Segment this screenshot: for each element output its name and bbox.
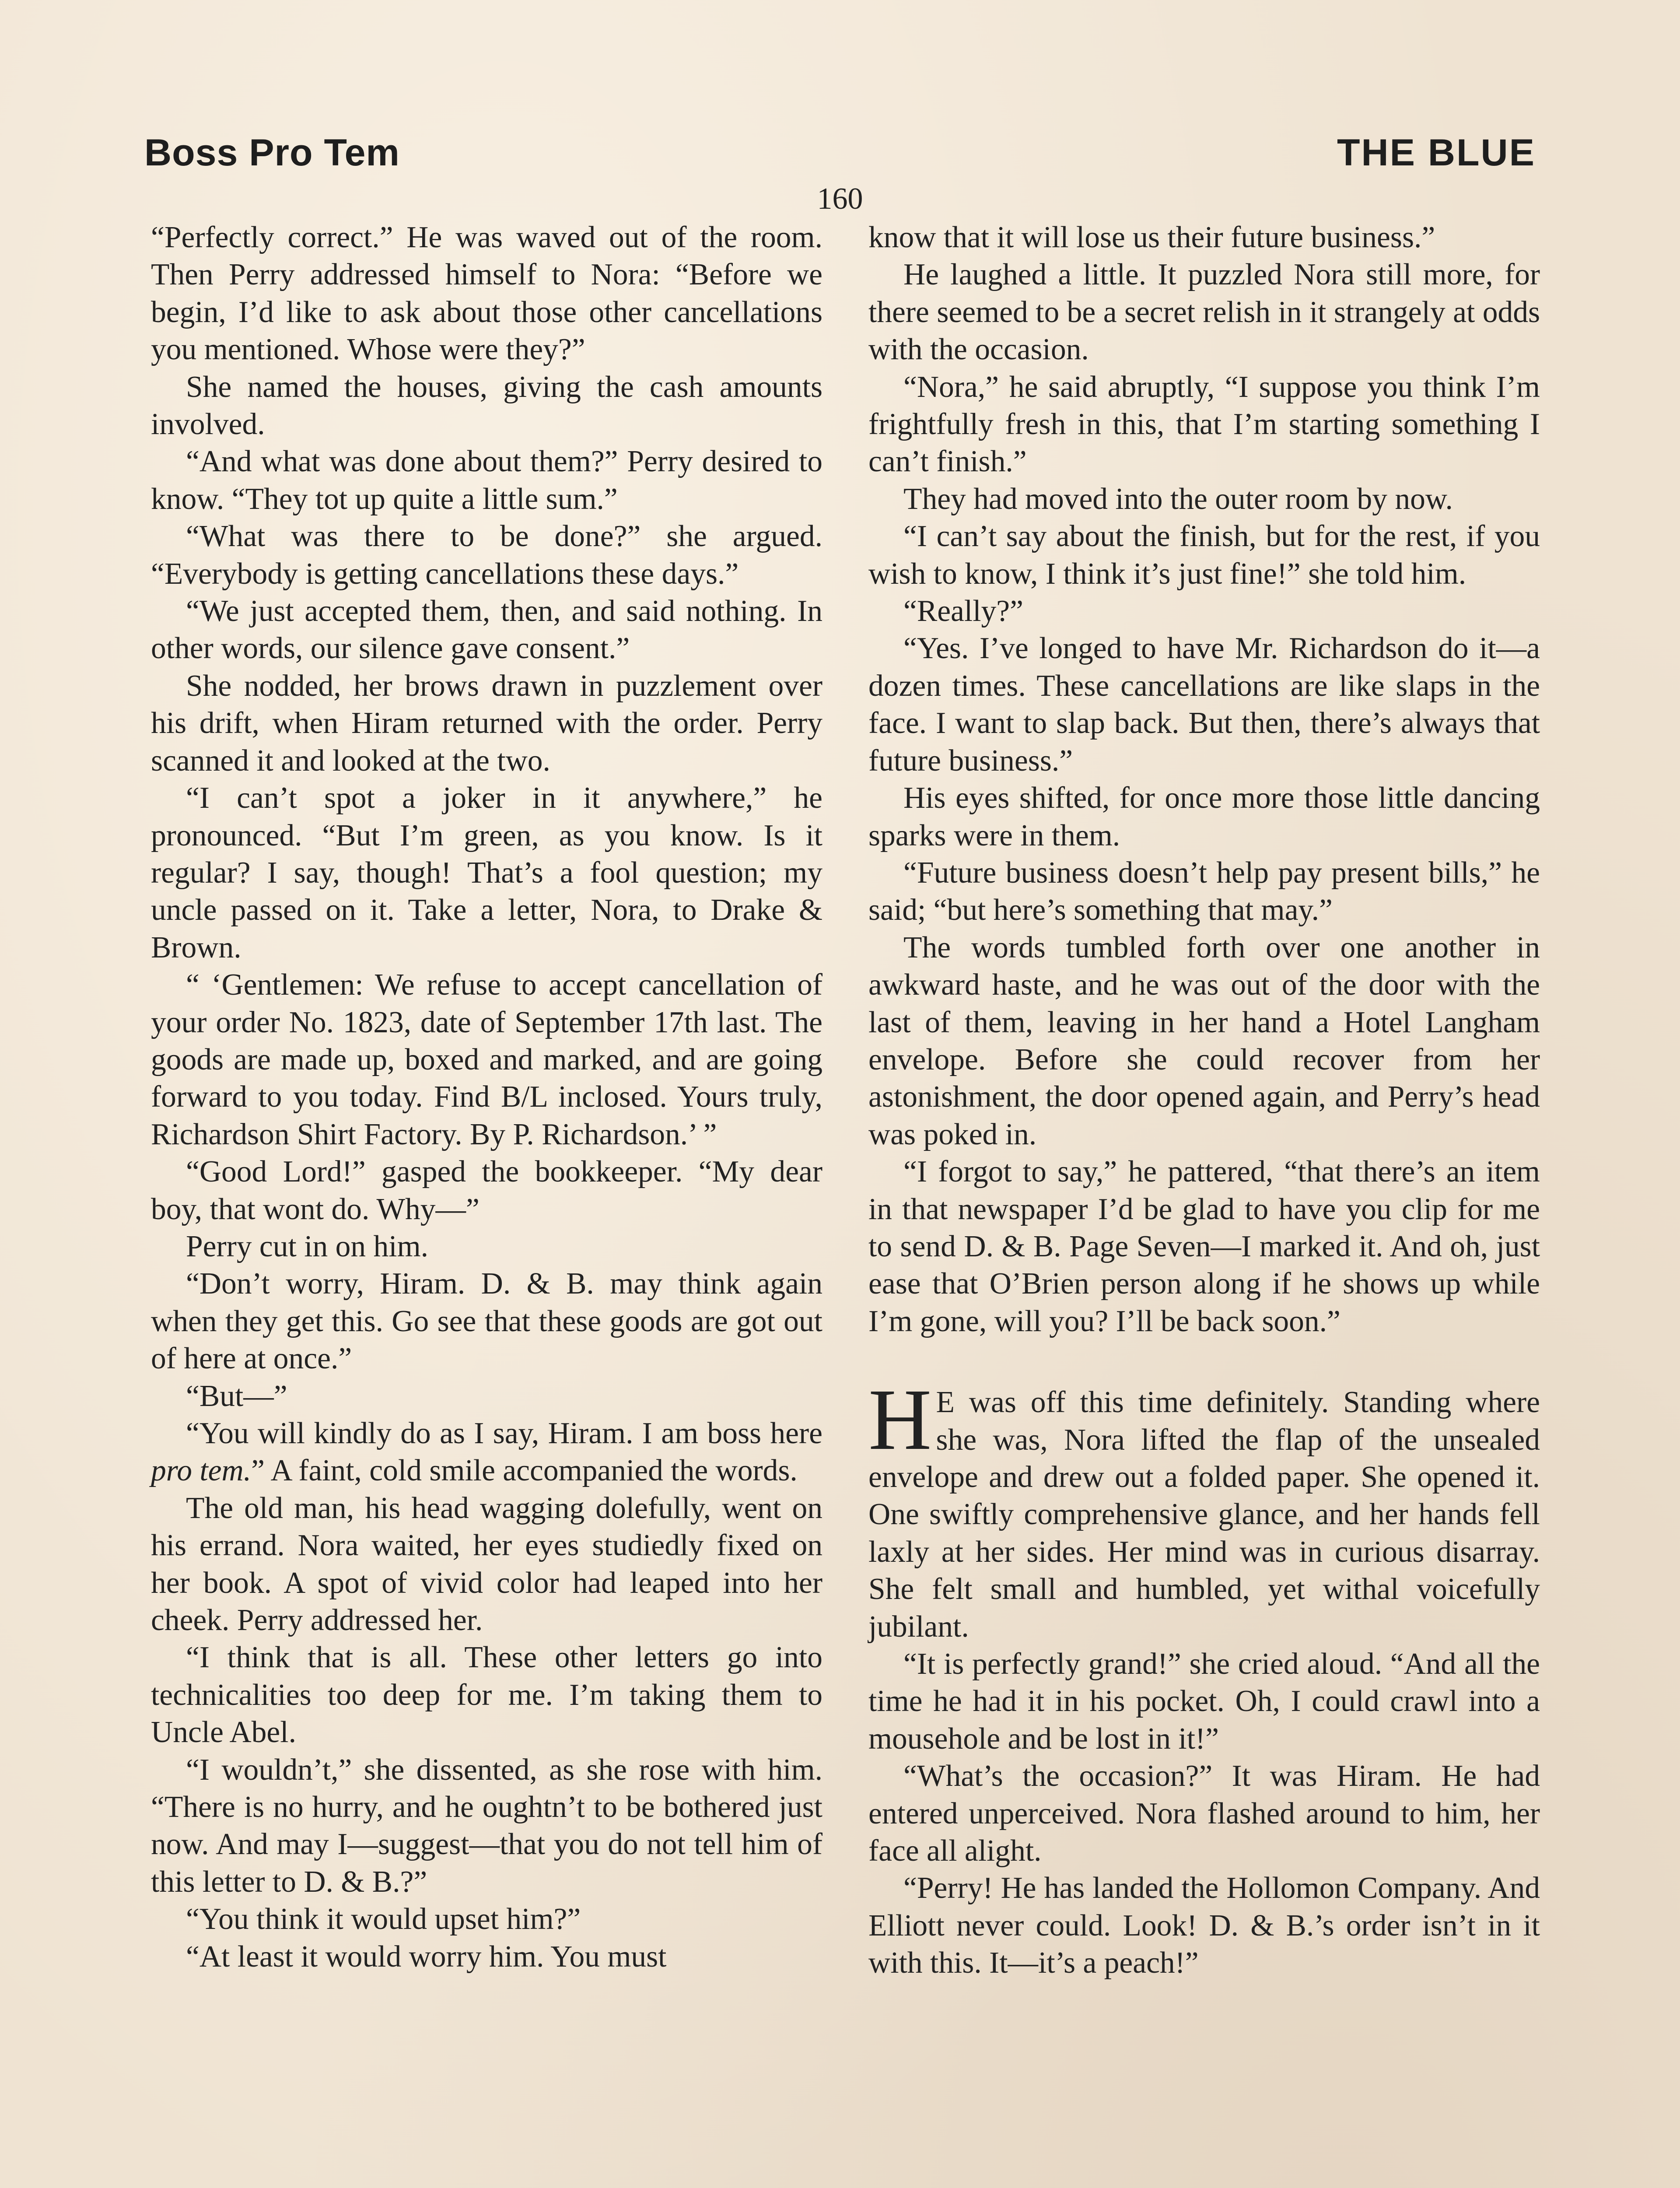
paragraph — [151, 1378, 822, 1415]
paragraph-text: E was off this time definitely. Standing where she was, Nora lifted the flap of the unsealed envelope and drew out a folded paper. She opened it. One swiftly comprehensive glance, and her hands fell laxly at her sides. Her mind was in curious disarray. She felt small and humbled, yet withal voicefully jubilant. — [868, 1385, 1540, 1644]
paragraph-text: His eyes shifted, for once more those little dancing sparks were in them. — [868, 781, 1540, 852]
paragraph-text: “At least it would worry him. You must — [186, 1939, 667, 1974]
paragraph-text: “We just accepted them, then, and said nothing. In other words, our silence gave consent.” — [151, 594, 822, 666]
paragraph — [151, 443, 822, 518]
paragraph — [868, 1757, 1540, 1869]
paragraph — [151, 518, 822, 593]
paragraph-text: The old man, his head wagging dolefully, went on his errand. Nora waited, her eyes studiedly fixed on her book. A spot of vivid color had leaped into her cheek. Perry addressed her. — [151, 1491, 822, 1637]
text-column-right — [868, 219, 1540, 1982]
paragraph — [868, 256, 1540, 368]
page-number: 160 — [817, 182, 863, 216]
paragraph — [868, 518, 1540, 593]
paragraph-text: “Don’t worry, Hiram. D. & B. may think again when they get this. Go see that these goods are got out of here at once.” — [151, 1267, 822, 1376]
paragraph-text: “You think it would upset him?” — [186, 1902, 581, 1936]
paragraph — [151, 1639, 822, 1751]
paragraph — [868, 1869, 1540, 1981]
paragraph — [868, 1645, 1540, 1757]
paragraph — [151, 1265, 822, 1377]
paragraph-text: “Perfectly correct.” He was waved out of the room. Then Perry addressed himself to Nora: “Before we begin, I’d like to ask about those other cancellations you mentioned. Whose were they?” — [151, 221, 822, 367]
paragraph-text: “I forgot to say,” he pattered, “that there’s an item in that newspaper I’d be glad to have you clip for me to send D. & B. Page Seven—I marked it. And oh, just ease that O’Brien person along if he shows up while I’m gone, will you? I’ll be back soon.” — [868, 1155, 1540, 1338]
paragraph-text: She nodded, her brows drawn in puzzlement over his drift, when Hiram returned with the order. Perry scanned it and looked at the two. — [151, 669, 822, 778]
paragraph-text: Perry cut in on him. — [186, 1229, 428, 1263]
paragraph-text: “What was there to be done?” she argued. “Everybody is getting cancellations these days.” — [151, 519, 822, 591]
drop-cap: H — [868, 1371, 932, 1469]
paragraph — [868, 480, 1540, 518]
paragraph-text: “I think that is all. These other letters go into technicalities too deep for me. I’m taking them to Uncle Abel. — [151, 1641, 822, 1750]
paragraph-text: “Yes. I’ve longed to have Mr. Richardson do it—a dozen times. These cancellations are like slaps in the face. I want to slap back. But then, there’s always that future business.” — [868, 631, 1540, 778]
italic-phrase: pro tem. — [151, 1454, 252, 1488]
paragraph-text: “Perry! He has landed the Hollomon Company. And Elliott never could. Look! D. & B.’s order isn’t in it with this. It—it’s a peach!” — [868, 1871, 1540, 1980]
paragraph — [151, 368, 822, 443]
paragraph-text: “What’s the occasion?” It was Hiram. He had entered unperceived. Nora flashed around to him, her face all alight. — [868, 1759, 1540, 1868]
paragraph-text: “I wouldn’t,” she dissented, as she rose with him. “There is no hurry, and he oughtn’t to be bothered just now. And may I—suggest—that you do not tell him of this letter to D. & B.?” — [151, 1753, 822, 1899]
paragraph — [151, 1938, 822, 1975]
paragraph — [151, 1153, 822, 1228]
paragraph-text: “It is perfectly grand!” she cried aloud. “And all the time he had it in his pocket. Oh, I could crawl into a mousehole and be lost in it!” — [868, 1647, 1540, 1756]
text-column-left — [151, 219, 822, 1975]
paragraph-text: The words tumbled forth over one another in awkward haste, and he was out of the door with the last of them, leaving in her hand a Hotel Langham envelope. Before she could recover from her astonishment, the door opened again, and Perry’s head was poked in. — [868, 930, 1540, 1151]
paragraph — [151, 667, 822, 779]
paragraph-text: “I can’t spot a joker in it anywhere,” he pronounced. “But I’m green, as you know. Is it regular? I say, though! That’s a fool question; my uncle passed on it. Take a letter, Nora, to Drake & Brown. — [151, 781, 822, 964]
paragraph — [868, 368, 1540, 480]
paragraph — [868, 929, 1540, 1153]
paragraph-text: “Future business doesn’t help pay present bills,” he said; “but here’s something that may.” — [868, 856, 1540, 927]
paragraph — [151, 966, 822, 1153]
paragraph-text-after: ” A faint, cold smile accompanied the words. — [251, 1454, 798, 1488]
paragraph — [151, 1490, 822, 1639]
paragraph — [868, 593, 1540, 630]
paragraph-text: “ ‘Gentlemen: We refuse to accept cancellation of your order No. 1823, date of September 17th last. The goods are made up, boxed and marked, and are going forward to you today. Find B/L inclosed. Yours truly, Richardson Shirt Factory. By P. Richardson.’ ” — [151, 968, 822, 1151]
paragraph-text: She named the houses, giving the cash amounts involved. — [151, 370, 822, 442]
paragraph — [151, 1900, 822, 1938]
paragraph — [151, 1751, 822, 1901]
paragraph-text: “Good Lord!” gasped the bookkeeper. “My dear boy, that wont do. Why—” — [151, 1155, 822, 1226]
paragraph-text: They had moved into the outer room by now. — [903, 482, 1453, 516]
paragraph — [868, 219, 1540, 256]
paragraph — [151, 779, 822, 966]
paragraph-text: “Really?” — [903, 594, 1023, 628]
paragraph — [151, 1415, 822, 1490]
paragraph — [868, 1153, 1540, 1340]
paragraph-text: “Nora,” he said abruptly, “I suppose you think I’m frightfully fresh in this, that I’m starting something I can’t finish.” — [868, 370, 1540, 479]
paragraph — [868, 854, 1540, 929]
paragraph — [151, 593, 822, 667]
paragraph-text: know that it will lose us their future business.” — [868, 221, 1435, 254]
paragraph — [151, 219, 822, 368]
paragraph-text: “And what was done about them?” Perry desired to know. “They tot up quite a little sum.” — [151, 445, 822, 516]
magazine-title: THE BLUE — [1337, 132, 1536, 174]
paragraph-text: “I can’t say about the finish, but for the rest, if you wish to know, I think it’s just fine!” she told him. — [868, 519, 1540, 591]
paragraph — [868, 630, 1540, 779]
paragraph — [151, 1228, 822, 1265]
paragraph-text: “You will kindly do as I say, Hiram. I am boss here — [186, 1417, 822, 1450]
paragraph-text: “But—” — [186, 1379, 287, 1413]
story-title: Boss Pro Tem — [144, 132, 400, 174]
paragraph — [868, 1371, 1540, 1645]
paragraph-text: He laughed a little. It puzzled Nora still more, for there seemed to be a secret relish in it strangely at odds with the occasion. — [868, 258, 1540, 367]
paragraph — [868, 779, 1540, 854]
